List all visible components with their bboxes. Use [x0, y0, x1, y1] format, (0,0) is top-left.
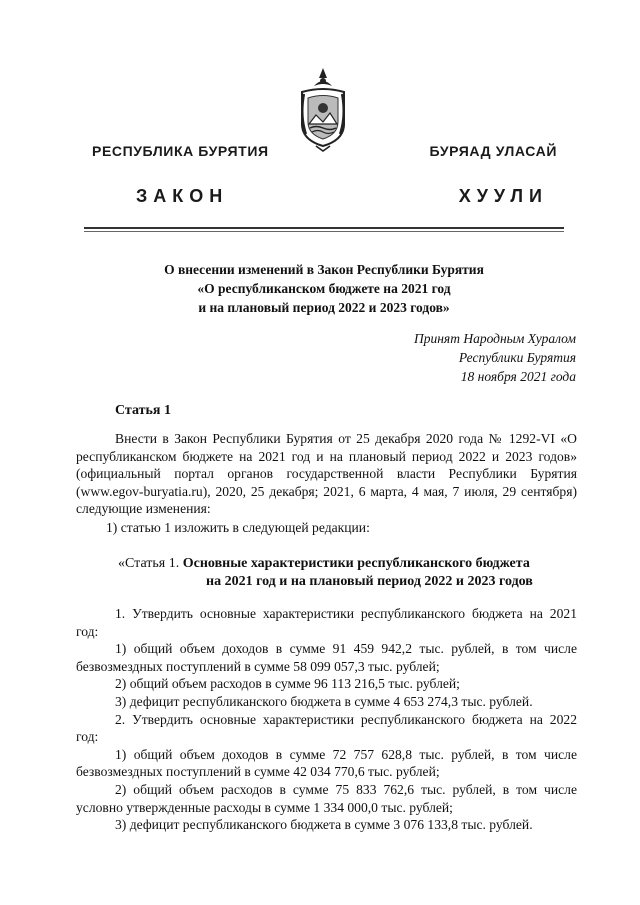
republic-name-russian: РЕСПУБЛИКА БУРЯТИЯ [92, 143, 269, 159]
list-text: 2022 год: [76, 711, 577, 745]
list-item [76, 605, 577, 640]
adoption-note [414, 329, 576, 386]
list-item [76, 746, 577, 781]
list-item: 3) дефицит республиканского бюджета в сумме 3 076 133,8 тыс. рублей. [115, 817, 533, 833]
intro-text [76, 430, 577, 518]
intro-line: годов» (официальный портал органов государственной власти Республики [76, 448, 578, 482]
republic-name-buryat: БУРЯАД УЛАСАЙ [429, 143, 557, 159]
list-text: 1) общий объем доходов в сумме 91 459 942,2 тыс. рублей, в том числе [115, 641, 577, 657]
list-text: 1. Утвердить основные характеристики республиканского бюджета на [115, 606, 543, 621]
coat-of-arms-emblem [298, 66, 348, 152]
intro-line: Внести в Закон Республики Бурятия от 25 декабря 2020 года № 1292-VI [115, 431, 555, 446]
quoted-article-title-line2: на 2021 год и на плановый период 2022 и 2023 годов [206, 574, 533, 589]
law-title-line: О внесении изменений в Закон Республики Бурятия [164, 262, 484, 277]
list-text: 1) общий объем доходов в сумме 72 757 628,8 тыс. рублей, в том числе [115, 746, 577, 762]
list-item: 3) дефицит республиканского бюджета в сумме 4 653 274,3 тыс. рублей. [115, 693, 533, 709]
adoption-note-line: Принят Народным Хуралом [413, 331, 576, 346]
law-label-buryat: ХУУЛИ [458, 186, 548, 206]
header-divider-thick [84, 227, 564, 229]
list-text: условно утвержденные расходы в сумме 1 334 000,0 тыс. рублей; [76, 799, 453, 815]
intro-line: 7 июля, 29 сентября) следующие изменения: [76, 483, 577, 517]
list-text: 2021 год: [76, 606, 577, 639]
amendment-item [76, 519, 577, 537]
intro-paragraph [76, 430, 577, 518]
article-heading: Статья 1 [115, 403, 171, 418]
intro-line: Бурятия (www.egov-buryatia.ru), 2020, 25 декабря; 2021, 6 марта, 4 мая, [76, 466, 577, 499]
list-text: 2. Утвердить основные характеристики республиканского бюджета на [115, 711, 543, 727]
list-text: безвозмездных поступлений в сумме 42 034 770,6 тыс. рублей; [76, 764, 440, 780]
list-item [76, 640, 577, 675]
intro-line: «О республиканском бюджете на 2021 год и на плановый период 2022 и 2023 [76, 431, 577, 464]
law-title-line: и на плановый период 2022 и 2023 годов» [198, 300, 450, 315]
list-item [76, 711, 577, 746]
quoted-article-prefix: «Статья 1. [118, 556, 183, 571]
list-item [76, 781, 577, 816]
adoption-date: 18 ноября 2021 года [460, 369, 576, 384]
list-text: безвозмездных поступлений в сумме 58 099 057,3 тыс. рублей; [76, 658, 440, 674]
amendment-item-text: 1) статью 1 изложить в следующей редакции: [106, 520, 370, 535]
law-title-line: «О республиканском бюджете на 2021 год [197, 281, 451, 296]
law-title [84, 260, 564, 317]
header-divider-thin [84, 231, 564, 232]
law-label-russian: ЗАКОН [136, 186, 229, 206]
list-text: 2) общий объем расходов в сумме 75 833 762,6 тыс. рублей, в том числе [115, 781, 577, 797]
list-item: 2) общий объем расходов в сумме 96 113 216,5 тыс. рублей; [115, 676, 460, 692]
quoted-article-heading [118, 555, 578, 591]
budget-characteristics-list [76, 605, 577, 834]
adoption-note-line: Республики Бурятия [458, 350, 576, 365]
quoted-article-title: Основные характеристики республиканского бюджета [182, 556, 530, 571]
